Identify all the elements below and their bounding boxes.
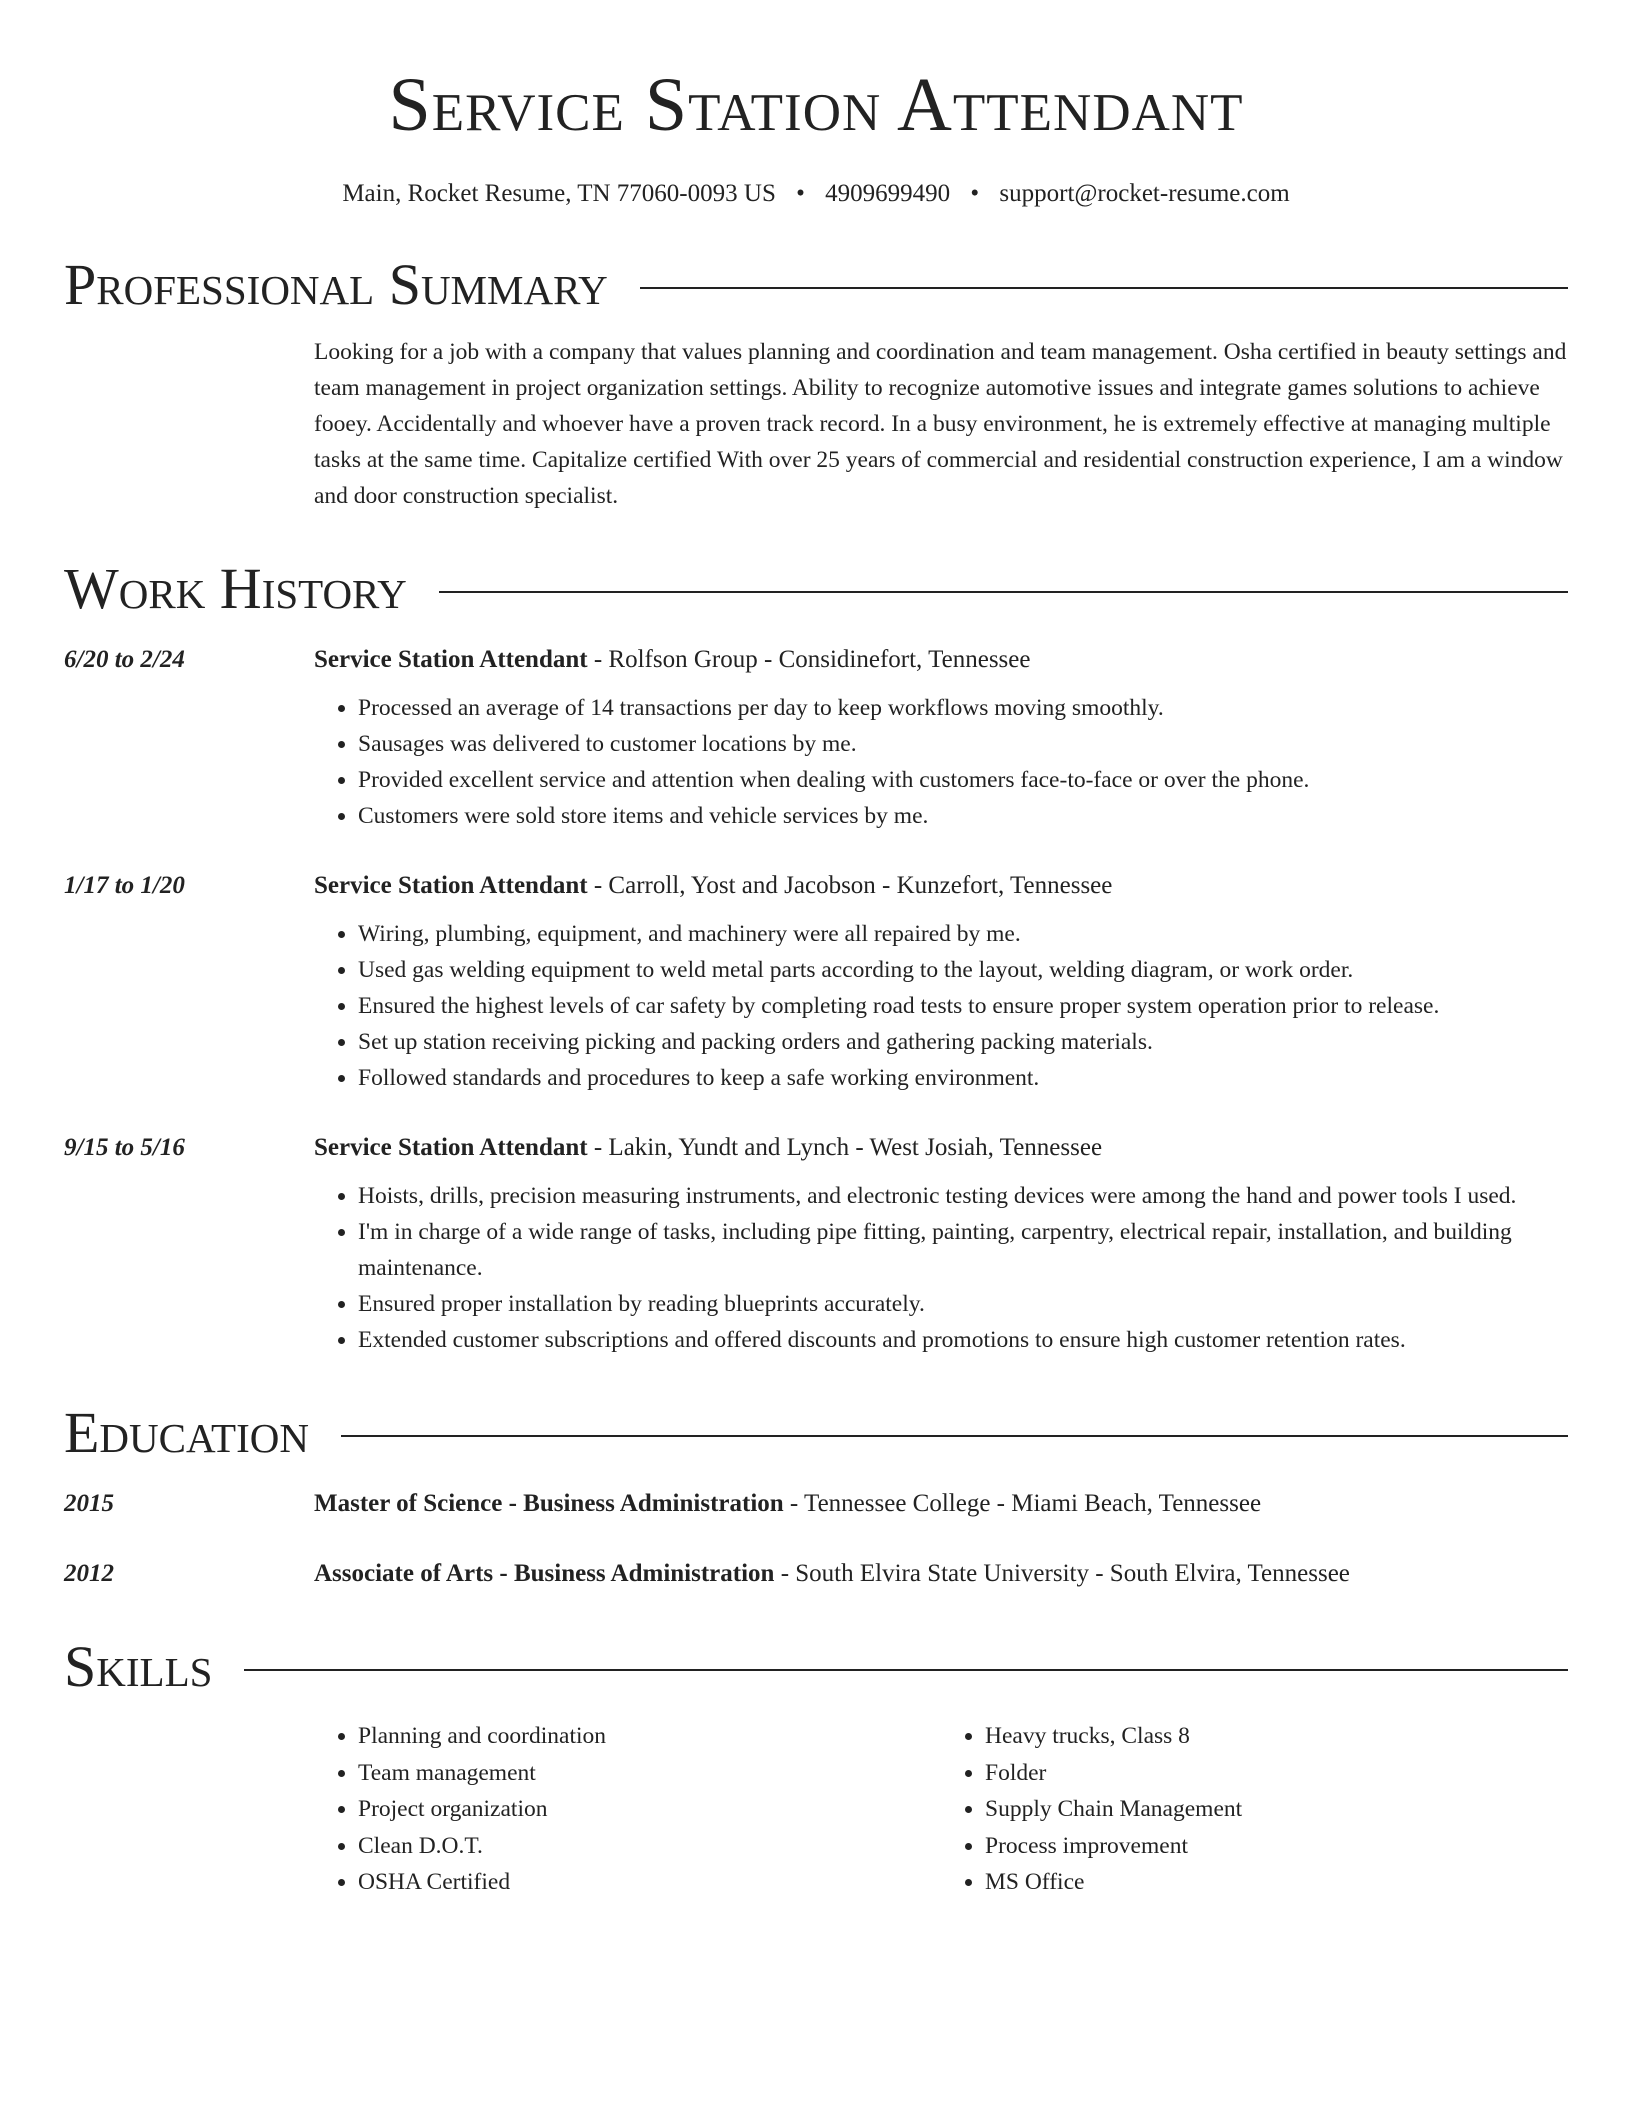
list-item: • Customers were sold store items and vehicle services by me. (358, 798, 1568, 834)
skill-item: • Planning and coordination (358, 1718, 941, 1755)
job-details: - Lakin, Yundt and Lynch - West Josiah, Tennessee (587, 1134, 1103, 1161)
job-dates: 1/17 to 1/20 (64, 872, 185, 899)
section-title: Work History (64, 556, 407, 621)
list-item: • Ensured the highest levels of car safety by completing road tests to ensure proper system operation prior to release. (358, 988, 1568, 1024)
list-item: • Wiring, plumbing, equipment, and machinery were all repaired by me. (358, 916, 1568, 952)
job-title: Service Station Attendant (314, 1134, 588, 1161)
education-section-heading (64, 1402, 1568, 1464)
skill-item: • Supply Chain Management (985, 1791, 1568, 1828)
list-item: • I'm in charge of a wide range of tasks, including pipe fitting, painting, carpentry, electrical repair, installation, and building maintenance. (358, 1214, 1568, 1286)
skill-item: • Process improvement (985, 1828, 1568, 1865)
list-item: • Followed standards and procedures to keep a safe working environment. (358, 1060, 1568, 1096)
section-title: Skills (64, 1634, 213, 1699)
section-divider (244, 1669, 1568, 1671)
skill-item: • Heavy trucks, Class 8 (985, 1718, 1568, 1755)
list-item: • Hoists, drills, precision measuring instruments, and electronic testing devices were among the hand and power tools I used. (358, 1178, 1568, 1214)
job-bullets (314, 1178, 1568, 1358)
education-degree: Associate of Arts - Business Administration (314, 1560, 775, 1587)
list-item: • Sausages was delivered to customer locations by me. (358, 726, 1568, 762)
section-divider (439, 591, 1568, 593)
skill-item: • Project organization (358, 1791, 941, 1828)
job-heading (314, 868, 1568, 904)
contact-separator: • (796, 180, 805, 207)
contact-separator: • (970, 180, 980, 207)
job-details: - Carroll, Yost and Jacobson - Kunzefort, Tennessee (587, 872, 1113, 899)
section-title: Education (64, 1400, 309, 1465)
list-item: • Set up station receiving picking and packing orders and gathering packing materials. (358, 1024, 1568, 1060)
skill-item: • MS Office (985, 1864, 1568, 1901)
contact-address: Main, Rocket Resume, TN 77060-0093 US (342, 180, 776, 207)
section-title: Professional Summary (64, 252, 608, 317)
skills-list (314, 1718, 1568, 1901)
contact-line (64, 178, 1568, 210)
education-year: 2015 (64, 1490, 114, 1517)
skill-item: • Team management (358, 1755, 941, 1792)
section-divider (341, 1435, 1568, 1437)
job-heading (314, 642, 1568, 678)
skill-item: • Clean D.O.T. (358, 1828, 941, 1865)
education-degree: Master of Science - Business Administration (314, 1490, 784, 1517)
job-heading (314, 1130, 1568, 1166)
education-entry (64, 1556, 1568, 1592)
resume-header (64, 0, 1568, 210)
skill-item: • OSHA Certified (358, 1864, 941, 1901)
education-details: - South Elvira State University - South Elvira, Tennessee (774, 1560, 1350, 1587)
job-details: - Rolfson Group - Considinefort, Tennessee (587, 646, 1031, 673)
education-year: 2012 (64, 1560, 114, 1587)
skills-section-heading (64, 1636, 1568, 1698)
job-bullets (314, 916, 1568, 1096)
job-title: Service Station Attendant (314, 646, 588, 673)
skill-item: • Folder (985, 1755, 1568, 1792)
list-item: • Used gas welding equipment to weld metal parts according to the layout, welding diagram, or work order. (358, 952, 1568, 988)
section-divider (640, 287, 1568, 289)
education-details: - Tennessee College - Miami Beach, Tennessee (783, 1490, 1262, 1517)
summary-text: Looking for a job with a company that values planning and coordination and team management. Osha certified in beauty settings and team management in project organization settings. Ability to recognize automotive issues and integrate games solutions to achieve fooey. Accidentally and whoever have a proven track record. In a busy environment, he is extremely effective at managing multiple tasks at the same time. Capitalize certified With over 25 years of commercial and residential construction experience, I am a window and door construction specialist. (314, 339, 1567, 509)
summary-section-heading (64, 254, 1568, 316)
skills-column-right (941, 1718, 1568, 1901)
job-entry (64, 642, 1568, 834)
list-item: • Ensured proper installation by reading blueprints accurately. (358, 1286, 1568, 1322)
contact-phone: 4909699490 (825, 180, 951, 207)
job-entry (64, 1130, 1568, 1358)
list-item: • Provided excellent service and attention when dealing with customers face-to-face or over the phone. (358, 762, 1568, 798)
job-dates: 6/20 to 2/24 (64, 646, 185, 673)
candidate-name: Service Station Attendant (388, 63, 1244, 147)
list-item: • Extended customer subscriptions and offered discounts and promotions to ensure high customer retention rates. (358, 1322, 1568, 1358)
job-title: Service Station Attendant (314, 872, 588, 899)
education-entry (64, 1486, 1568, 1522)
list-item: • Processed an average of 14 transactions per day to keep workflows moving smoothly. (358, 690, 1568, 726)
contact-email: support@rocket-resume.com (999, 180, 1290, 207)
job-dates: 9/15 to 5/16 (64, 1134, 185, 1161)
job-entry (64, 868, 1568, 1096)
skills-column-left (314, 1718, 941, 1901)
work-section-heading (64, 558, 1568, 620)
job-bullets (314, 690, 1568, 834)
